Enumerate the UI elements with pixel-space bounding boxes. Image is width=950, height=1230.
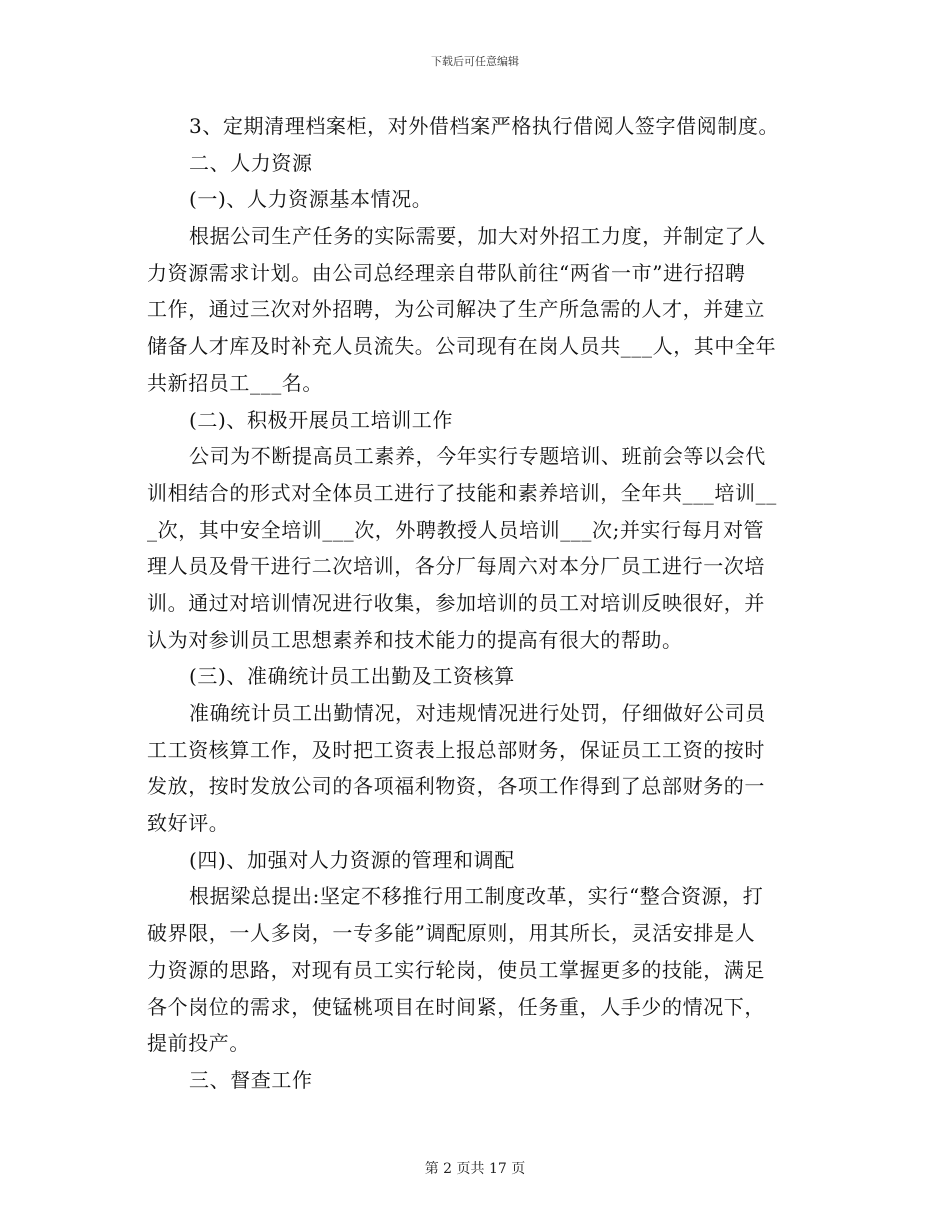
page-header: 下载后可任意编辑 <box>431 55 519 68</box>
document-body <box>147 108 807 1099</box>
text-line: 训相结合的形式对全体员工进行了技能和素养培训，全年共___培训__ <box>147 480 777 505</box>
text-line: 工工资核算工作，及时把工资表上报总部财务，保证员工工资的按时 <box>147 737 765 762</box>
text-line: 提前投产。 <box>147 1031 250 1056</box>
subsection-heading: (四)、加强对人力资源的管理和调配 <box>189 847 515 872</box>
text-line: 训。通过对培训情况进行收集，参加培训的员工对培训反映很好，并 <box>147 590 765 615</box>
text-line: 公司为不断提高员工素养，今年实行专题培训、班前会等以会代 <box>189 444 766 469</box>
section-heading: 三、督查工作 <box>189 1067 313 1092</box>
text-line: 理人员及骨干进行二次培训，各分厂每周六对本分厂员工进行一次培 <box>147 554 765 579</box>
text-line: 准确统计员工出勤情况，对违规情况进行处罚，仔细做好公司员 <box>189 701 766 725</box>
subsection-heading: (二)、积极开展员工培训工作 <box>189 407 454 432</box>
text-line: 共新招员工___名。 <box>147 370 323 395</box>
text-line: 各个岗位的需求，使锰桃项目在时间紧，任务重，人手少的情况下， <box>147 994 765 1019</box>
text-line: 破界限，一人多岗，一专多能”调配原则，用其所长，灵活安排是人 <box>147 921 756 946</box>
text-line: 3、定期清理档案柜，对外借档案严格执行借阅人签字借阅制度。 <box>189 114 780 138</box>
text-line: 力资源的思路，对现有员工实行轮岗，使员工掌握更多的技能，满足 <box>147 957 765 982</box>
text-line: 致好评。 <box>147 811 230 836</box>
text-line: 发放，按时发放公司的各项福利物资，各项工作得到了总部财务的一 <box>147 774 765 799</box>
text-line: 储备人才库及时补充人员流失。公司现有在岗人员共___人，其中全年 <box>147 334 777 359</box>
section-heading: 二、人力资源 <box>189 150 313 175</box>
text-line: 根据公司生产任务的实际需要，加大对外招工力度，并制定了人 <box>189 224 766 249</box>
subsection-heading: (一)、人力资源基本情况。 <box>189 187 433 212</box>
page-footer: 第 2 页共 17 页 <box>424 1161 526 1177</box>
text-line: 工作，通过三次对外招聘，为公司解决了生产所急需的人才，并建立 <box>147 297 765 322</box>
text-line: 认为对参训员工思想素养和技术能力的提高有很大的帮助。 <box>147 627 683 652</box>
text-line: 力资源需求计划。由公司总经理亲自带队前往“两省一市”进行招聘 <box>147 260 746 285</box>
subsection-heading: (三)、准确统计员工出勤及工资核算 <box>189 664 515 689</box>
text-line: 根据梁总提出:坚定不移推行用工制度改革，实行“整合资源，打 <box>189 884 764 909</box>
text-line: _次，其中安全培训___次，外聘教授人员培训___次;并实行每月对管 <box>147 517 765 542</box>
